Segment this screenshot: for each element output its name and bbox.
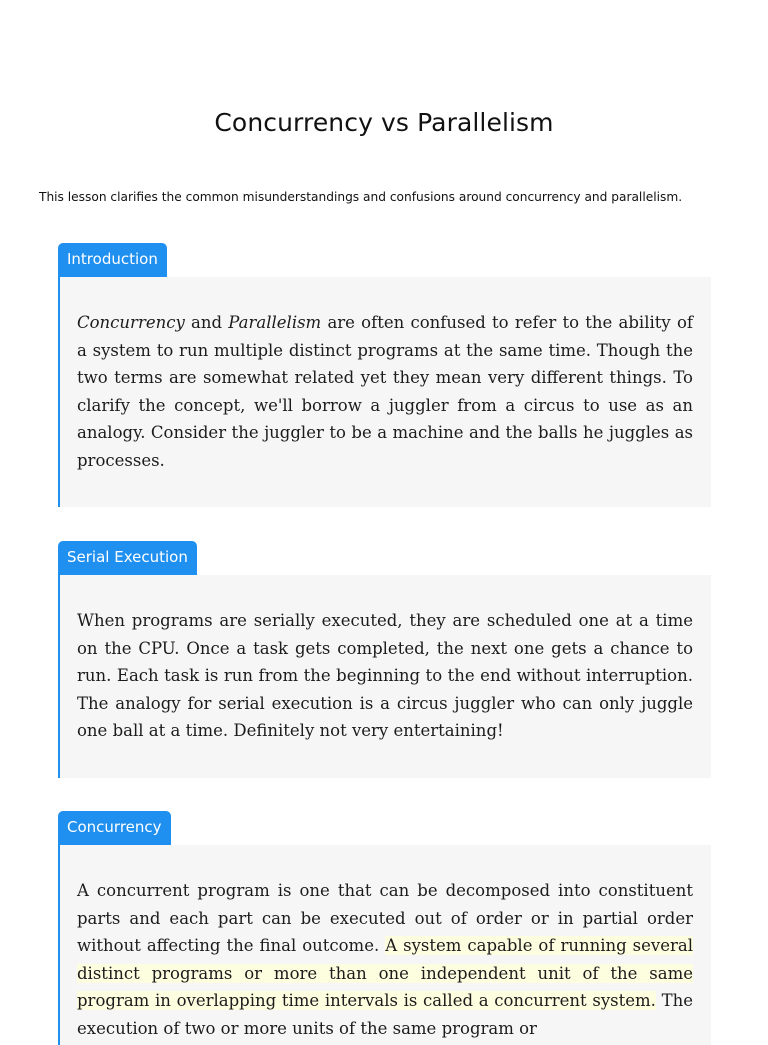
- section-paragraph: [77, 607, 693, 745]
- text-run: A concurrent program is one that can be decomposed into constituent parts and each part can be executed out of order or in partial order without affecting the final outcome.: [77, 881, 693, 955]
- section-body: [58, 277, 711, 507]
- text-run: are often confused to refer to the ability of a system to run multiple distinct programs at the same time. Though the two terms are somewhat related yet they mean very different things. To clarify the concept, we'll borrow a juggler from a circus to use as an analogy. Consider the juggler to be a machine and the balls he juggles as processes.: [77, 313, 693, 470]
- term-parallelism: Parallelism: [228, 313, 322, 332]
- text-run: and: [184, 313, 229, 332]
- text-run: When programs are serially executed, they are scheduled one at a time on the CPU. Once a task gets completed, the next one gets a chance to run. Each task is run from the beginning to the end without interruption. The analogy for serial execution is a circus juggler who can only juggle one ball at a time. Definitely not very entertaining!: [77, 611, 693, 740]
- section-paragraph: [77, 877, 693, 1042]
- highlighted-definition: A system capable of running several distinct programs or more than one independent unit of the same program in overlapping time intervals is called a concurrent system.: [77, 936, 693, 1010]
- term-concurrency: Concurrency: [77, 313, 185, 332]
- lesson-summary: This lesson clarifies the common misunderstandings and confusions around concurrency and parallelism.: [39, 190, 683, 204]
- text-run: The execution of two or more units of the same program or: [77, 991, 693, 1038]
- section-body: [58, 575, 711, 778]
- section-tag: Introduction: [58, 243, 167, 277]
- section-body: [58, 845, 711, 1045]
- page-title: Concurrency vs Parallelism: [214, 108, 554, 137]
- section-tag: Serial Execution: [58, 541, 197, 575]
- section-paragraph: [77, 309, 693, 474]
- section-tag: Concurrency: [58, 811, 171, 845]
